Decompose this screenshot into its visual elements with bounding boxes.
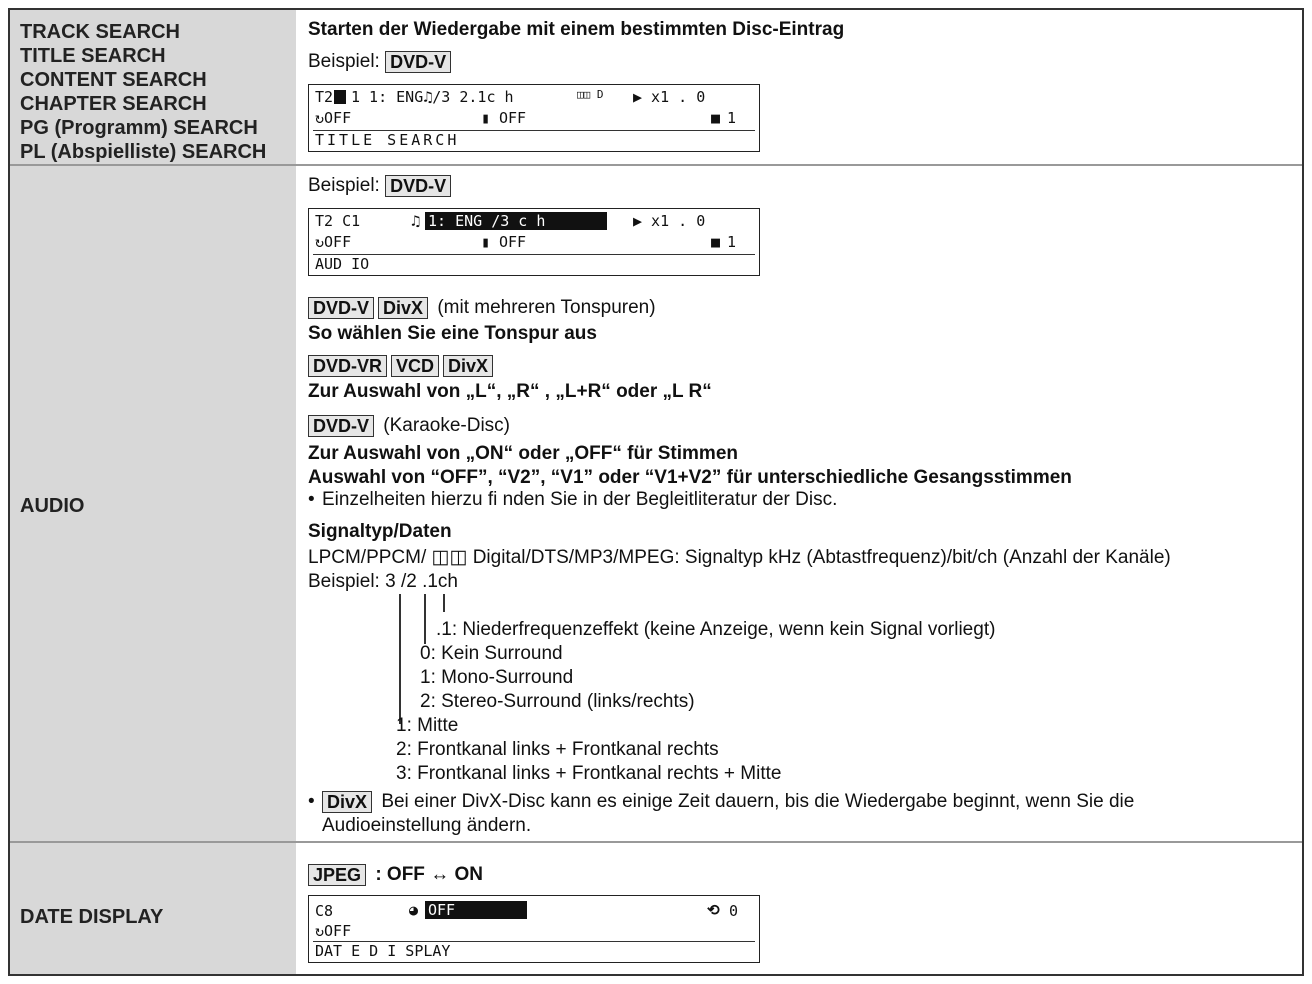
- osd-speed: ▶ x1 . 0: [633, 88, 706, 106]
- angle-icon: ■: [711, 109, 721, 127]
- date-display-label: DATE DISPLAY: [20, 906, 164, 928]
- osd-angle: 1: [727, 109, 737, 127]
- audio-label: AUDIO: [20, 495, 85, 517]
- jpeg-toggle-line: [308, 863, 483, 886]
- search-example: [308, 50, 455, 73]
- title-search-osd: [308, 84, 760, 152]
- toggle-text: : OFF ↔ ON: [375, 864, 483, 885]
- date-label-cell: [10, 843, 296, 974]
- dvd-v-tag: DVD-V: [385, 51, 451, 73]
- search-heading: Starten der Wiedergabe mit einem bestimmten Disc-Eintrag: [308, 19, 845, 40]
- dvd-v-tag: DVD-V: [385, 175, 451, 197]
- signal-heading: Signaltyp/Daten: [308, 521, 452, 542]
- tree-item-surround-0: 0: Kein Surround: [420, 643, 563, 664]
- bullet-text: Einzelheiten hierzu fi nden Sie in der Begleitliteratur der Disc.: [322, 489, 838, 510]
- tree-item-surround-2: 2: Stereo-Surround (links/rechts): [420, 691, 695, 712]
- vocal-onoff-heading: Zur Auswahl von „ON“ oder „OFF“ für Stimmen: [308, 443, 738, 464]
- subtitle-icon: ▮: [481, 109, 491, 127]
- audio-example: [308, 174, 455, 197]
- title-search-label: TITLE SEARCH: [20, 45, 166, 67]
- audio-label-cell: [10, 166, 296, 841]
- osd-repeat: ↻OFF: [315, 922, 352, 940]
- vocal-select-heading: Auswahl von “OFF”, “V2”, “V1” oder “V1+V2” für unterschiedliche Gesangsstimmen: [308, 467, 1072, 488]
- osd-angle: 1: [727, 233, 737, 251]
- signal-line: LPCM/PPCM/ ◫◫ Digital/DTS/MP3/MPEG: Signaltyp kHz (Abtastfrequenz)/bit/ch (Anzahl der Kanäle): [308, 547, 1171, 568]
- vr-tags-line: [308, 354, 497, 377]
- chapter-search-label: CHAPTER SEARCH: [20, 93, 207, 115]
- audio-content: [300, 166, 1302, 841]
- tree-item-lfe: .1: Niederfrequenzeffekt (keine Anzeige, wenn kein Signal vorliegt): [436, 619, 996, 640]
- dvd-v-tag: DVD-V: [308, 297, 374, 319]
- multi-track-line: [308, 296, 656, 319]
- osd-speed: ▶ x1 . 0: [633, 212, 706, 230]
- function-table: [8, 8, 1304, 976]
- example-prefix: Beispiel:: [308, 175, 380, 196]
- tree-item-front-3: 3: Frontkanal links + Frontkanal rechts + Mitte: [396, 763, 782, 784]
- audio-icon: ♫: [411, 212, 421, 230]
- karaoke-line: [308, 414, 510, 437]
- osd-subtitle: OFF: [499, 109, 527, 127]
- dvd-vr-tag: DVD-VR: [308, 355, 387, 377]
- dolby-icon: ◫◫ D: [577, 88, 604, 101]
- pg-search-label: PG (Programm) SEARCH: [20, 117, 258, 139]
- search-content: [300, 10, 1302, 164]
- multi-track-note: (mit mehreren Tonspuren): [437, 297, 656, 318]
- pl-search-label: PL (Abspielliste) SEARCH: [20, 141, 267, 163]
- osd-repeat: ↻OFF: [315, 109, 352, 127]
- clock-icon: ◕: [409, 901, 419, 919]
- osd-mode: AUD IO: [315, 255, 370, 273]
- divx-tag: DivX: [443, 355, 493, 377]
- tree-line-front: [399, 594, 401, 724]
- tree-line-surround: [424, 594, 426, 644]
- audio-row: [10, 166, 1302, 841]
- divx-note-text: Bei einer DivX-Disc kann es einige Zeit dauern, bis die Wiedergabe beginnt, wenn Sie die: [381, 791, 1135, 812]
- osd-repeat: ↻OFF: [315, 233, 352, 251]
- osd-rotation: 0: [729, 902, 739, 920]
- date-row: [10, 843, 1302, 974]
- tree-line-lfe: [443, 594, 445, 612]
- osd-audio-info: 1 1: ENG♫/3 2.1c h: [351, 88, 514, 106]
- date-content: [300, 843, 1302, 974]
- karaoke-note: (Karaoke-Disc): [383, 415, 510, 436]
- osd-date-selected: OFF: [425, 901, 527, 919]
- tree-item-surround-1: 1: Mono-Surround: [420, 667, 574, 688]
- divx-tag: DivX: [378, 297, 428, 319]
- osd-content-number: C8: [315, 902, 334, 920]
- angle-icon: ■: [711, 233, 721, 251]
- channel-select-heading: Zur Auswahl von „L“, „R“ , „L+R“ oder „L R“: [308, 381, 712, 402]
- osd-title-number: T2: [315, 88, 334, 106]
- signal-example: Beispiel: 3 /2 .1ch: [308, 571, 458, 592]
- rotate-icon: ⟲: [707, 901, 720, 919]
- content-search-label: CONTENT SEARCH: [20, 69, 207, 91]
- divx-note-cont: Audioeinstellung ändern.: [322, 815, 532, 836]
- search-row: [10, 10, 1302, 164]
- osd-title-chapter: T2 C1: [315, 212, 361, 230]
- divx-tag: DivX: [322, 791, 372, 813]
- search-labels: [10, 10, 296, 164]
- osd-subtitle: OFF: [499, 233, 527, 251]
- osd-mode: TITLE SEARCH: [315, 131, 460, 149]
- track-search-label: TRACK SEARCH: [20, 21, 180, 43]
- vcd-tag: VCD: [391, 355, 439, 377]
- tree-item-front-1: 1: Mitte: [396, 715, 459, 736]
- osd-audio-selected: 1: ENG /3 c h: [425, 212, 607, 230]
- audio-osd: [308, 208, 760, 276]
- subtitle-icon: ▮: [481, 233, 491, 251]
- divx-note: • DivX Bei einer DivX-Disc kann es einige Zeit dauern, bis die Wiedergabe beginnt, wenn Sie die: [308, 791, 1135, 812]
- dvd-v-tag: DVD-V: [308, 415, 374, 437]
- date-display-osd: [308, 895, 760, 963]
- example-prefix: Beispiel:: [308, 51, 380, 72]
- osd-mode: DAT E D I SPLAY: [315, 942, 451, 960]
- track-select-heading: So wählen Sie eine Tonspur aus: [308, 323, 597, 344]
- tree-item-front-2: 2: Frontkanal links + Frontkanal rechts: [396, 739, 719, 760]
- jpeg-tag: JPEG: [308, 864, 366, 886]
- bullet-note: • Einzelheiten hierzu fi nden Sie in der Begleitliteratur der Disc.: [308, 489, 838, 510]
